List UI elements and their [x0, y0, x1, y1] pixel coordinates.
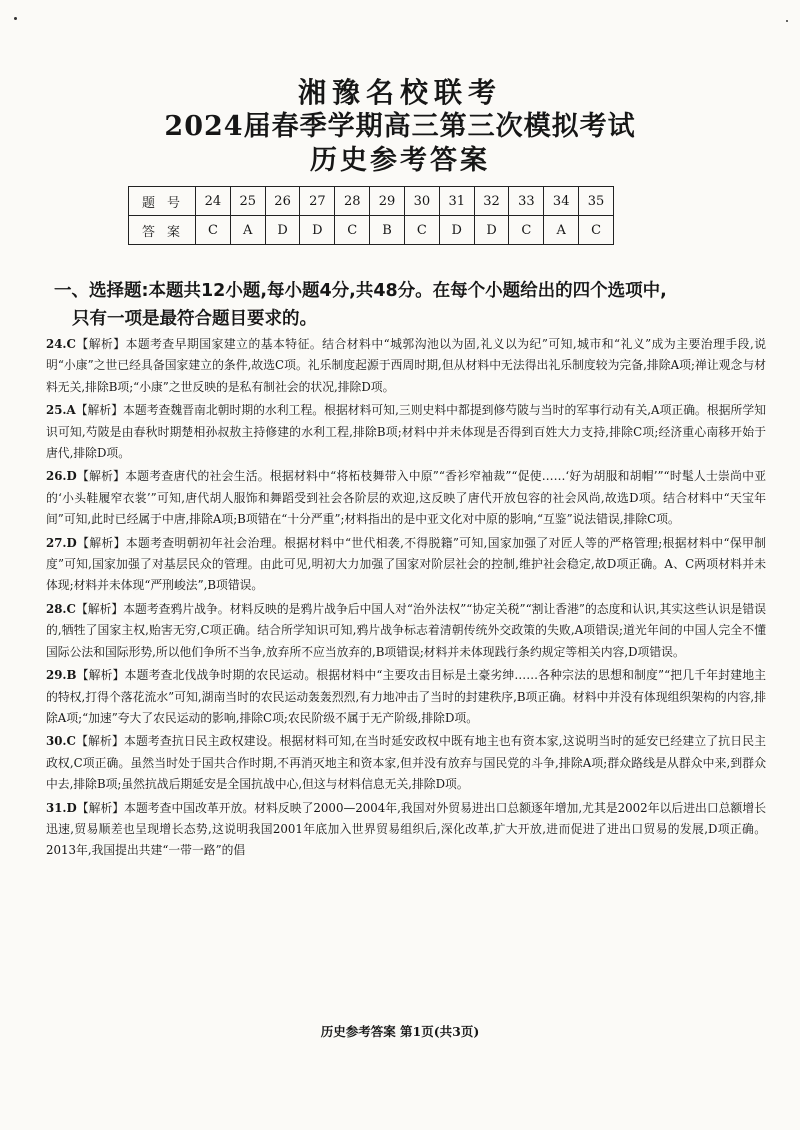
- item-number: 28.C: [46, 601, 76, 616]
- question-number-cell: 26: [265, 187, 300, 216]
- section-heading-line-1: 一、选择题:本题共12小题,每小题4分,共48分。在每个小题给出的四个选项中,: [54, 281, 667, 301]
- question-number-cell: 32: [474, 187, 509, 216]
- question-number-cell: 34: [544, 187, 579, 216]
- question-number-cell: 27: [300, 187, 335, 216]
- question-number-cell: 33: [509, 187, 544, 216]
- row-header-question: 题号: [129, 187, 196, 216]
- item-number: 29.B: [46, 668, 77, 683]
- answer-cell: C: [509, 216, 544, 245]
- question-number-cell: 31: [439, 187, 474, 216]
- item-text: 【解析】本题考查魏晋南北朝时期的水利工程。根据材料可知,三则史料中都提到修芍陂与当时的军事行动有关,A项正确。根据所学知识可知,芍陂是由春秋时期楚相孙叔敖主持修建的水利工程,排除B项;材料中并未体现是否得到百姓大力支持,排除C项;经济重心南移开始于唐代,排除D项。: [46, 403, 766, 461]
- explanation-item: [46, 731, 766, 795]
- exam-union-title: 湘豫名校联考: [297, 76, 502, 109]
- question-number-cell: 25: [230, 187, 265, 216]
- explanation-list: [46, 334, 766, 864]
- item-text: 【解析】本题考查北伐战争时期的农民运动。根据材料中“主要攻击目标是土豪劣绅……各种宗法的思想和制度”“把几千年封建地主的特权,打得个落花流水”可知,湖南当时的农民运动轰轰烈烈,有力地冲击了当时的封建秩序,B项正确。材料中并没有体现组织架构的内容,排除A项;“加速”夸大了农民运动的影响,排除C项;农民阶级不属于无产阶级,排除D项。: [46, 668, 766, 725]
- explanation-item: [46, 798, 766, 862]
- explanation-item: [46, 533, 766, 597]
- answer-cell: A: [230, 216, 265, 245]
- explanation-item: [46, 466, 766, 530]
- answer-cell: C: [196, 216, 231, 245]
- item-text: 【解析】本题考查唐代的社会生活。根据材料中“将柘枝舞带入中原”“香衫窄袖裁”“促使……‘好为胡服和胡帽’”“时髦人士崇尚中亚的‘小头鞋履窄衣裳’”可知,唐代胡人服饰和舞蹈受到社会各阶层的欢迎,这反映了唐代开放包容的社会风尚,故选D项。结合材料中“天宝年间”可知,此时已经属于中唐,排除A项;B项错在“十分严重”;材料指出的是中亚文化对中原的影响,“互鉴”说法错误,排除C项。: [46, 469, 766, 527]
- subject-answer-title: 历史参考答案: [310, 145, 490, 176]
- question-number-row: [129, 187, 614, 216]
- explanation-item: [46, 400, 766, 464]
- answer-cell: D: [439, 216, 474, 245]
- answer-cell: D: [265, 216, 300, 245]
- item-text: 【解析】本题考查明朝初年社会治理。根据材料中“世代相袭,不得脱籍”可知,国家加强了对匠人等的严格管理;根据材料中“保甲制度”可知,国家加强了对基层民众的管理。由此可见,明初大力加强了国家对阶层社会的控制,维护社会稳定,故D项正确。A、C两项材料并未体现;材料并未体现“严刑峻法”,B项错误。: [46, 535, 766, 593]
- question-number-cell: 29: [370, 187, 405, 216]
- explanation-item: [46, 665, 766, 729]
- answer-row: [129, 216, 614, 245]
- answer-cell: C: [579, 216, 614, 245]
- explanation-item: [46, 599, 766, 663]
- exam-name-title: 2024届春季学期高三第三次模拟考试: [164, 111, 636, 142]
- item-number: 30.C: [46, 734, 76, 749]
- explanation-item: [46, 334, 766, 398]
- answer-cell: B: [370, 216, 405, 245]
- question-number-cell: 35: [579, 187, 614, 216]
- page-footer: 历史参考答案 第1页(共3页): [320, 1024, 480, 1039]
- answer-cell: A: [544, 216, 579, 245]
- item-text: 【解析】本题考查中国改革开放。材料反映了2000—2004年,我国对外贸易进出口总额逐年增加,尤其是2002年以后进出口总额增长迅速,贸易顺差也呈现增长态势,这说明我国2001年底加入世界贸易组织后,深化改革,扩大开放,进而促进了进出口贸易的发展,D项正确。2013年,我国提出共建“一带一路”的倡: [46, 800, 766, 858]
- item-number: 27.D: [46, 535, 77, 550]
- item-text: 【解析】本题考查早期国家建立的基本特征。结合材料中“城郭沟池以为固,礼义以为纪”可知,城市和“礼义”成为主要治理手段,说明“小康”之世已经具备国家建立的条件,故选C项。礼乐制度起源于西周时期,但从材料中无法得出礼乐制度较为完备,排除A项;禅让观念与材料无关,排除B项;“小康”之世反映的是私有制社会的状况,排除D项。: [46, 337, 766, 394]
- title-block: [0, 76, 800, 178]
- answer-cell: C: [404, 216, 439, 245]
- item-number: 25.A: [46, 403, 76, 418]
- item-text: 【解析】本题考查鸦片战争。材料反映的是鸦片战争后中国人对“治外法权”“协定关税”“割让香港”的态度和认识,其实这些认识是错误的,牺牲了国家主权,贻害无穷,C项正确。结合所学知识可知,鸦片战争标志着清朝传统外交政策的失败,A项错误;道光年间的中国人完全不懂国际公法和国际形势,所以他们争所不当争,放弃所不应当放弃的,B项错误;材料并未体现践行条约规定等相关内容,D项错误。: [46, 601, 766, 659]
- answer-cell: D: [300, 216, 335, 245]
- question-number-cell: 30: [404, 187, 439, 216]
- scan-speck: [786, 20, 788, 22]
- answer-cell: D: [474, 216, 509, 245]
- answer-table: [128, 186, 614, 245]
- item-number: 31.D: [46, 800, 77, 815]
- section-heading-line-2: 只有一项是最符合题目要求的。: [72, 309, 317, 329]
- item-number: 26.D: [46, 469, 77, 484]
- section-heading: [54, 277, 754, 333]
- question-number-cell: 24: [196, 187, 231, 216]
- row-header-answer: 答案: [129, 216, 196, 245]
- scan-speck: [14, 17, 17, 20]
- item-number: 24.C: [46, 337, 76, 351]
- item-text: 【解析】本题考查抗日民主政权建设。根据材料可知,在当时延安政权中既有地主也有资本家,这说明当时的延安已经建立了抗日民主政权,C项正确。虽然当时处于国共合作时期,不再消灭地主和资本家,但并没有放弃与国民党的斗争,排除A项;群众路线是从群众中来,到群众中去,排除B项;虽然抗战后期延安是全国抗战中心,但这与材料信息无关,排除D项。: [46, 734, 766, 792]
- question-number-cell: 28: [335, 187, 370, 216]
- answer-cell: C: [335, 216, 370, 245]
